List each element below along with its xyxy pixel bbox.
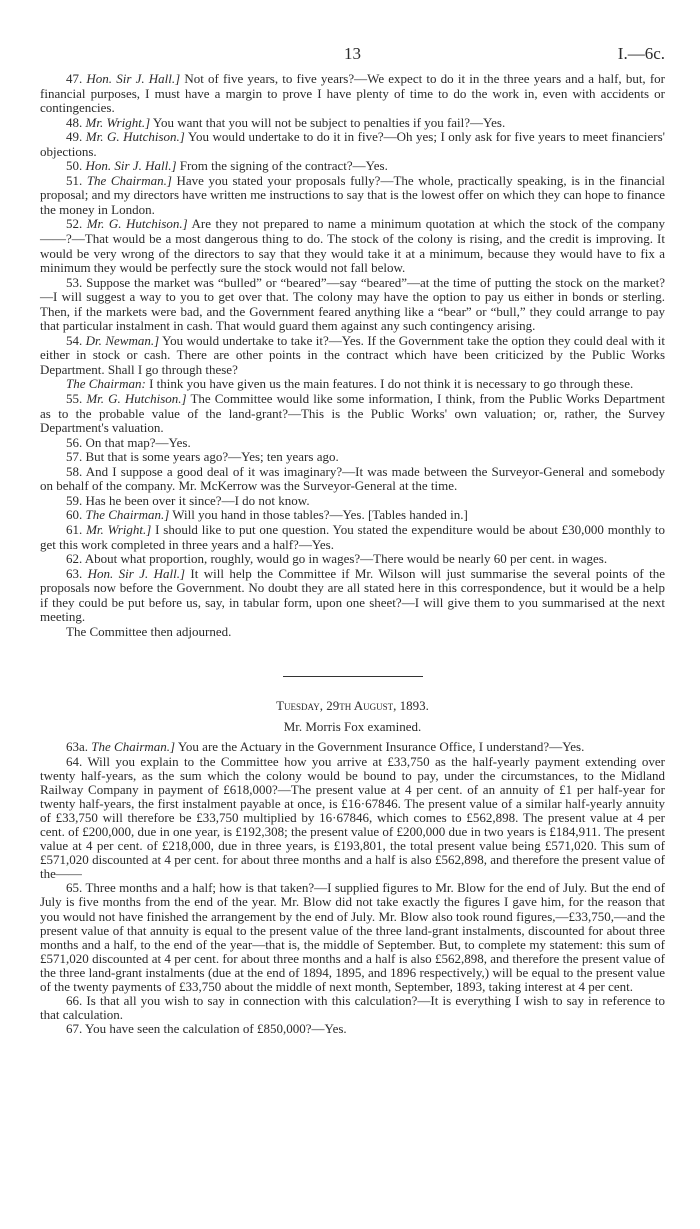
paragraph-text: Has he been over it since?—I do not know. [85, 492, 310, 508]
question-number: 60. [66, 507, 83, 523]
question-number: 52. [66, 216, 83, 232]
paragraph-text: I should like to put one question. You stated the expenditure would be about £30,000 monthly to get this work completed in three years and a half?—Yes. [40, 521, 666, 552]
paragraph-text: Have you stated your proposals fully?—The whole, practically speaking, is in the financial proposal; and my directors have written me instructions to say that is the lowest offer on which they can hope to finance the money in London. [40, 172, 666, 217]
document-body [40, 72, 665, 1036]
question-paragraph [40, 436, 665, 451]
paragraph-text: Suppose the market was “bulled” or “beared”—say “beared”—at the time of putting the stock on the market?—I will suggest a way to you to get over that. The colony may have the option to pay us either in bonds or sterling. Then, if the markets were bad, and the Government feared anything like a “bear” or “bull,” they could arrange to pay that particular instalment in cash. That would guard them against any such contingency arising. [40, 274, 665, 334]
paragraph-text: And I suppose a good deal of it was imaginary?—It was made between the Surveyor-General and somebody on behalf of the company. Mr. McKerrow was the Surveyor-General at the time. [40, 463, 665, 494]
question-paragraph [40, 881, 665, 994]
question-paragraph [40, 465, 665, 494]
paragraph-text: It will help the Committee if Mr. Wilson will just summarise the several points of the proposals now before the Government. No doubt they are all stated here in this correspondence, but it would be a help if they could be put before us, say, in tabular form, upon one sheet?—I will give them to you summarised at the next meeting. [40, 565, 666, 625]
question-number: 61. [66, 521, 83, 537]
page-number: 13 [344, 44, 361, 63]
paragraph-text: Will you hand in those tables?—Yes. [Tables handed in.] [169, 507, 468, 523]
question-number: 63a. [66, 739, 89, 755]
question-paragraph [40, 392, 665, 436]
question-number: 53. [66, 274, 83, 290]
question-paragraph [40, 159, 665, 174]
paragraph-text: You are the Actuary in the Government Insurance Office, I understand?—Yes. [175, 739, 585, 755]
paragraph-text: You have seen the calculation of £850,000?—Yes. [85, 1021, 347, 1037]
speaker-name: Dr. Newman.] [85, 332, 160, 348]
question-number: 47. [66, 71, 83, 86]
question-paragraph [40, 450, 665, 465]
page-header [40, 44, 665, 64]
paragraph-text: Are they not prepared to name a minimum quotation at which the stock of the company——?—That would be a most dangerous thing to do. The stock of the colony is rising, and the credit is improving. It would be very wrong of the directors to say that they would take it at a minimum, because they would have to fix a minimum they would be perfectly sure the stock would not fall below. [40, 216, 665, 276]
question-number: 67. [66, 1021, 83, 1037]
question-number: 64. [66, 753, 83, 769]
question-paragraph [40, 567, 665, 625]
paragraph-text: I think you have given us the main features. I do not think it is necessary to go through these. [145, 376, 634, 392]
speaker-name: Hon. Sir J. Hall.] [86, 71, 181, 86]
speaker-name: Mr. Wright.] [85, 114, 151, 130]
question-number: 50. [66, 158, 83, 174]
speaker-name: Hon. Sir J. Hall.] [85, 158, 177, 174]
question-paragraph [40, 130, 665, 159]
speaker-name: Mr. G. Hutchison.] [86, 216, 188, 232]
paragraph-text: You would undertake to do it in five?—Oh yes; I only ask for five years to meet financiers' objections. [40, 129, 665, 159]
question-paragraph [40, 494, 665, 509]
speaker-name: The Chairman.] [86, 172, 172, 188]
section-divider [283, 676, 423, 677]
question-paragraph [40, 217, 665, 275]
question-number: 66. [66, 993, 83, 1009]
question-number: 48. [66, 114, 83, 130]
question-paragraph [40, 523, 665, 552]
speaker-name: Hon. Sir J. Hall.] [87, 565, 186, 581]
speaker-name: The Chairman.] [85, 507, 170, 523]
question-paragraph [40, 755, 665, 882]
question-paragraph [40, 377, 665, 392]
paragraph-text: The Committee then adjourned. [66, 623, 232, 639]
question-number: 63. [66, 565, 83, 581]
question-paragraph [40, 1022, 665, 1036]
document-reference: I.—6c. [617, 44, 665, 63]
question-paragraph [40, 994, 665, 1022]
paragraph-text: On that map?—Yes. [85, 434, 191, 450]
question-number: 56. [66, 434, 83, 450]
evidence-section-1 [40, 72, 665, 639]
question-number: 55. [66, 391, 83, 407]
witness-heading: Mr. Morris Fox examined. [283, 718, 422, 734]
paragraph-text: You want that you will not be subject to penalties if you fail?—Yes. [150, 114, 506, 130]
question-paragraph [40, 276, 665, 334]
question-number: 62. [66, 551, 83, 567]
question-number: 49. [66, 129, 83, 145]
question-paragraph [40, 552, 665, 567]
question-paragraph [40, 508, 665, 523]
question-paragraph [40, 72, 665, 116]
question-number: 51. [66, 172, 83, 188]
speaker-name: Mr. G. Hutchison.] [85, 129, 185, 145]
evidence-section-2 [40, 740, 665, 1036]
paragraph-text: The Committee would like some information, I think, from the Public Works Department as to the probable value of the land-grant?—This is the Public Works' own valuation; or, rather, the Survey Department's valuation. [40, 391, 665, 436]
question-number: 54. [66, 332, 83, 348]
question-number: 58. [66, 463, 83, 479]
question-number: 57. [66, 449, 83, 465]
speaker-name: The Chairman: [66, 376, 146, 392]
speaker-name: The Chairman.] [91, 739, 176, 755]
paragraph-text: From the signing of the contract?—Yes. [176, 158, 388, 174]
question-paragraph [40, 625, 665, 640]
paragraph-text: You would undertake to take it?—Yes. If the Government take the option they could deal with it either in stock or cash. There are other points in the contract which have been criticized by the Public Works Department. Shall I go through these? [40, 332, 665, 377]
question-paragraph [40, 174, 665, 218]
paragraph-text: But that is some years ago?—Yes; ten years ago. [85, 449, 339, 465]
question-paragraph [40, 740, 665, 754]
paragraph-text: Will you explain to the Committee how you arrive at £33,750 as the half-yearly payment extending over twenty half-years, as the sum which the colony would be bound to pay, under the circumstances, to the Midland Railway Company in payment of £618,000?—The present value at 4 per cent. of an annuity of £1 per half-year for twenty half-years, the first instalment payable at once, is £16·67846. The present value of a similar half-yearly annuity of £33,750 will therefore be £33,750 multiplied by 16·67846, which comes to £562,898. The present value at 4 per cent. of £200,000, due in one year, is £192,308; the present value of £200,000 due in two years is £184,911. The present value at 4 per cent. of £218,000, due in three years, is £193,801, the total present value being £571,020. This sum of £571,020 discounted at 4 per cent. for about three months and a half is also £562,898, and therefore the present value of the—— [40, 753, 665, 882]
question-paragraph [40, 116, 665, 131]
sitting-date: Tuesday, 29th August, 1893. [276, 698, 429, 714]
speaker-name: Mr. G. Hutchison.] [86, 391, 187, 407]
paragraph-text: Is that all you wish to say in connection with this calculation?—It is everything I wish to say in reference to that calculation. [40, 993, 666, 1023]
question-number: 59. [66, 492, 83, 508]
speaker-name: Mr. Wright.] [86, 521, 152, 537]
question-number: 65. [66, 880, 83, 896]
question-paragraph [40, 334, 665, 378]
paragraph-text: About what proportion, roughly, would go in wages?—There would be nearly 60 per cent. in wages. [84, 551, 608, 567]
paragraph-text: Three months and a half; how is that taken?—I supplied figures to Mr. Blow for the end of July. But the end of July is five months from the end of the year. Mr. Blow did not take exactly the figures I gave him, for the reason that you would not have finished the arrangement by the end of July. Mr. Blow also took round figures,—£33,750,—and the present value of that annuity is equal to the present value of the three land-grant instalments, discounted for about three months and a half, to the end of the year—that is, the middle of September. But, to complete my statement: this sum of £571,020 discounted at 4 per cent. for about three months and a half is also £562,898, and therefore the present value of the three land-grant instalments (due at the end of 1894, 1895, and 1896 respectively,) will be equal to the present value of the twenty payments of £33,750 about the middle of next month, September, 1893, taking interest at 4 per cent. [40, 880, 665, 995]
paragraph-text: Not of five years, to five years?—We expect to do it in the three years and a half, but, for financial purposes, I must have a margin to prove I have plenty of time to do the work in, even with accidents or contingencies. [40, 71, 666, 116]
